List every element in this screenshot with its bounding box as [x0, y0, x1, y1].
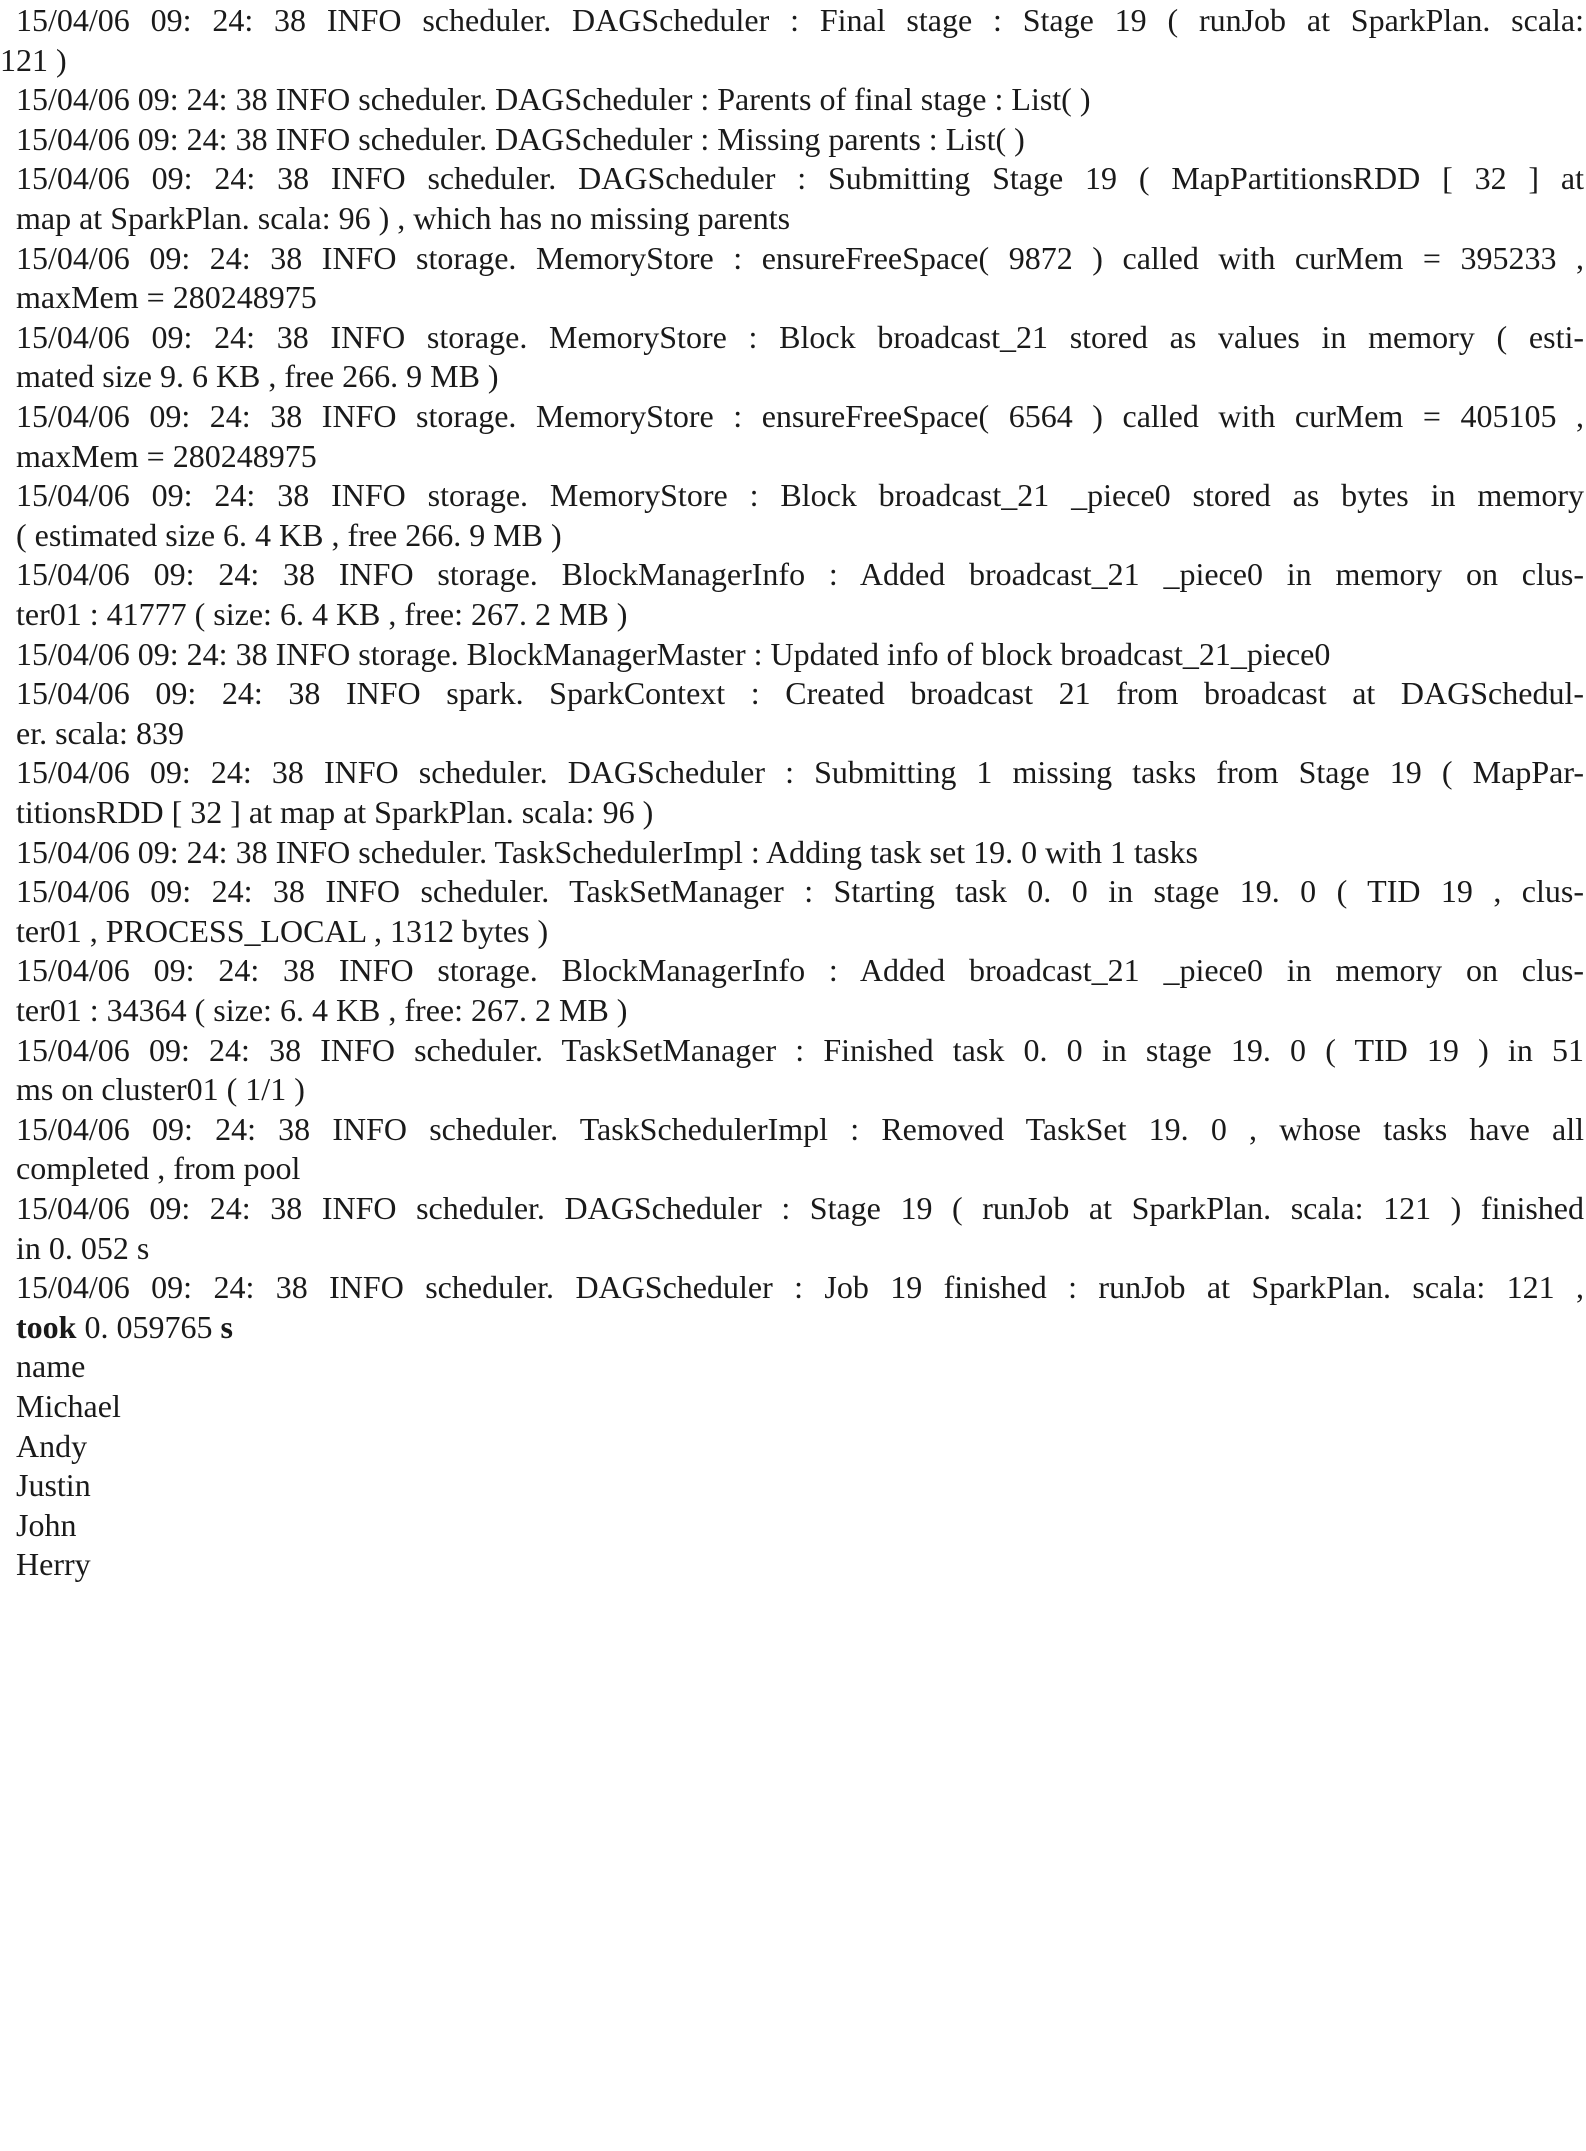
- log-line: 15/04/06 09: 24: 38 INFO scheduler. TaskSetManager : Finished task 0. 0 in stage 19. 0 ( TID 19 ) in 51: [16, 1031, 1584, 1068]
- log-line: 15/04/06 09: 24: 38 INFO storage. MemoryStore : Block broadcast_21 stored as values in memory ( esti-: [16, 318, 1584, 355]
- log-line: ms on cluster01 ( 1/1 ): [16, 1071, 305, 1108]
- result-row: Michael: [16, 1388, 121, 1424]
- log-line: er. scala: 839: [16, 714, 184, 751]
- log-line: 15/04/06 09: 24: 38 INFO scheduler. DAGScheduler : Stage 19 ( runJob at SparkPlan. scala: 121 ) finished: [16, 1190, 1584, 1226]
- log-line: maxMem = 280248975: [16, 437, 317, 474]
- result-row: Andy: [16, 1427, 88, 1464]
- result-row: Justin: [16, 1467, 91, 1504]
- log-line: 15/04/06 09: 24: 38 INFO storage. BlockManagerInfo : Added broadcast_21 _piece0 in memory on clus-: [16, 556, 1584, 593]
- result-row: John: [16, 1506, 77, 1543]
- log-line: maxMem = 280248975: [16, 279, 317, 316]
- log-line: 15/04/06 09: 24: 38 INFO scheduler. DAGScheduler : Job 19 finished : runJob at SparkPlan. scala: 121 ,: [16, 1269, 1584, 1306]
- log-line: 15/04/06 09: 24: 38 INFO storage. MemoryStore : Block broadcast_21 _piece0 stored as bytes in memory: [16, 477, 1584, 514]
- took-line: [16, 1307, 1584, 1347]
- log-line: 15/04/06 09: 24: 38 INFO spark. SparkContext : Created broadcast 21 from broadcast at DAGSchedul-: [16, 675, 1584, 712]
- log-line: 15/04/06 09: 24: 38 INFO storage. BlockManagerMaster : Updated info of block broadcast_21_piece0: [16, 635, 1331, 672]
- log-line: ter01 , PROCESS_LOCAL , 1312 bytes ): [16, 912, 549, 949]
- result-row: Herry: [16, 1546, 91, 1583]
- log-line: 15/04/06 09: 24: 38 INFO storage. MemoryStore : ensureFreeSpace( 9872 ) called with curMem = 395233 ,: [16, 239, 1584, 276]
- log-line: in 0. 052 s: [16, 1229, 150, 1266]
- log-line: 15/04/06 09: 24: 38 INFO scheduler. DAGScheduler : Submitting Stage 19 ( MapPartitionsRDD [ 32 ] at: [16, 160, 1584, 197]
- log-line: 15/04/06 09: 24: 38 INFO scheduler. DAGScheduler : Final stage : Stage 19 ( runJob at SparkPlan. scala:: [16, 2, 1584, 38]
- log-line: 121 ): [0, 41, 67, 78]
- took-unit: s: [220, 1308, 233, 1345]
- log-line: 15/04/06 09: 24: 38 INFO scheduler. TaskSchedulerImpl : Removed TaskSet 19. 0 , whose tasks have all: [16, 1110, 1584, 1147]
- log-line: 15/04/06 09: 24: 38 INFO scheduler. DAGScheduler : Submitting 1 missing tasks from Stage 19 ( MapPar-: [16, 754, 1584, 791]
- log-line: 15/04/06 09: 24: 38 INFO storage. MemoryStore : ensureFreeSpace( 6564 ) called with curMem = 405105 ,: [16, 398, 1584, 434]
- log-line: titionsRDD [ 32 ] at map at SparkPlan. scala: 96 ): [16, 794, 654, 830]
- log-line: 15/04/06 09: 24: 38 INFO scheduler. TaskSchedulerImpl : Adding task set 19. 0 with 1 tasks: [16, 833, 1198, 870]
- log-line: 15/04/06 09: 24: 38 INFO scheduler. TaskSetManager : Starting task 0. 0 in stage 19. 0 ( TID 19 , clus-: [16, 873, 1584, 910]
- result-column-header: name: [16, 1348, 86, 1385]
- log-line: completed , from pool: [16, 1150, 301, 1187]
- log-line: map at SparkPlan. scala: 96 ) , which has no missing parents: [16, 200, 791, 236]
- log-line: ( estimated size 6. 4 KB , free 266. 9 MB ): [16, 516, 562, 553]
- log-line: ter01 : 34364 ( size: 6. 4 KB , free: 267. 2 MB ): [16, 992, 628, 1028]
- log-line: ter01 : 41777 ( size: 6. 4 KB , free: 267. 2 MB ): [16, 596, 628, 632]
- log-line: 15/04/06 09: 24: 38 INFO storage. BlockManagerInfo : Added broadcast_21 _piece0 in memory on clus-: [16, 952, 1584, 989]
- log-line: 15/04/06 09: 24: 38 INFO scheduler. DAGScheduler : Parents of final stage : List( ): [16, 81, 1091, 118]
- log-line: 15/04/06 09: 24: 38 INFO scheduler. DAGScheduler : Missing parents : List( ): [16, 120, 1025, 157]
- took-word: took: [16, 1308, 77, 1345]
- took-value: 0. 059765: [84, 1308, 213, 1345]
- log-line: mated size 9. 6 KB , free 266. 9 MB ): [16, 358, 499, 395]
